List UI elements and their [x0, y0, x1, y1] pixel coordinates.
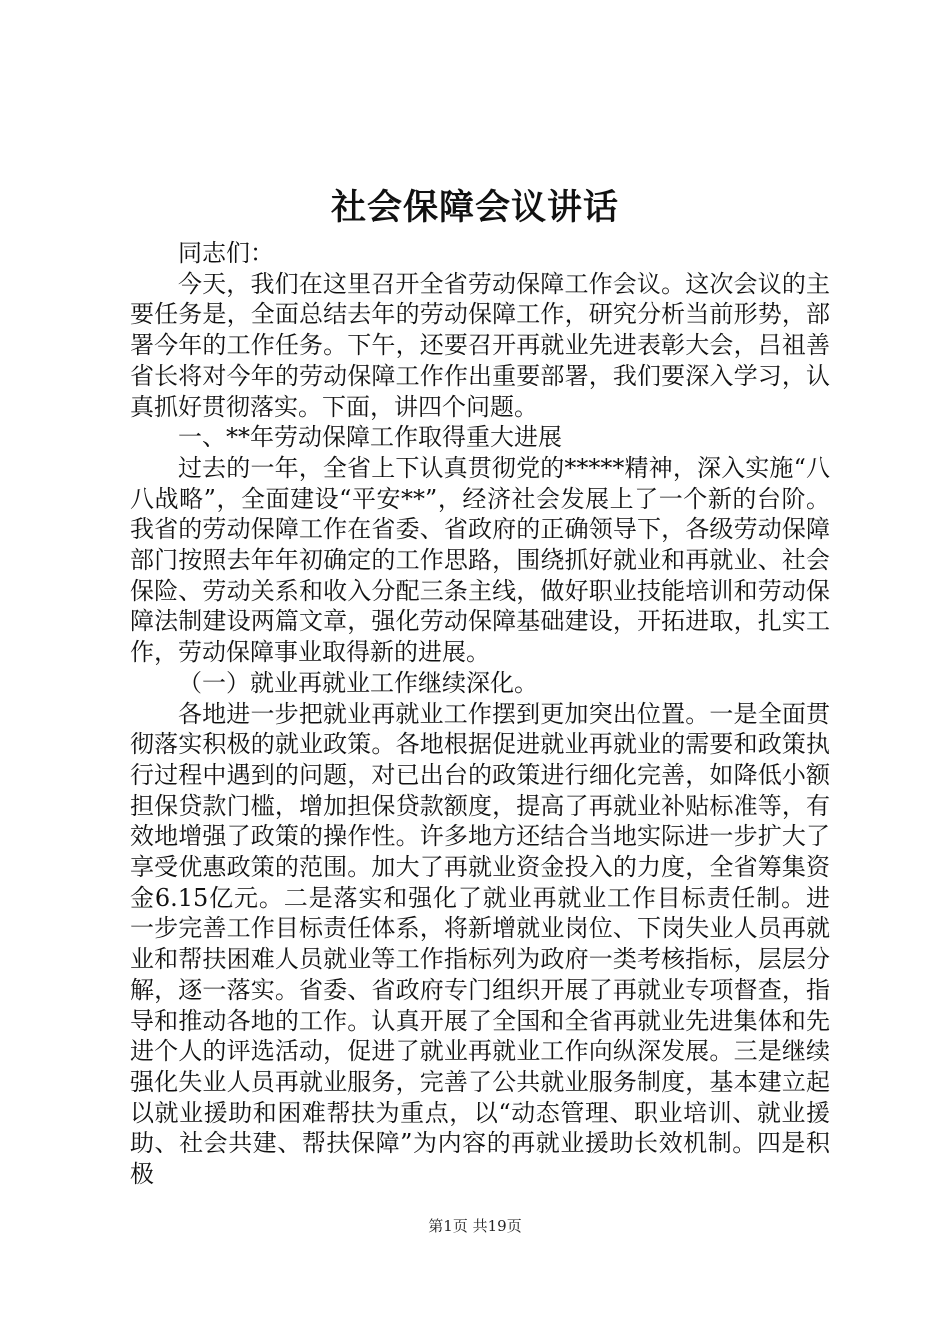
document-body	[130, 238, 830, 1190]
page-footer: 第1页 共19页	[428, 1217, 522, 1235]
body-paragraph: 过去的一年，全省上下认真贯彻党的*****精神，深入实施“八八战略”，全面建设“平安**”，经济社会发展上了一个新的台阶。我省的劳动保障工作在省委、省政府的正确领导下，各级劳动保障部门按照去年年初确定的工作思路，围绕抓好就业和再就业、社会保险、劳动关系和收入分配三条主线，做好职业技能培训和劳动保障法制建设两篇文章，强化劳动保障基础建设，开拓进取，扎实工作，劳动保障事业取得新的进展。	[130, 453, 830, 667]
body-paragraph: 各地进一步把就业再就业工作摆到更加突出位置。一是全面贯彻落实积极的就业政策。各地根据促进就业再就业的需要和政策执行过程中遇到的问题，对已出台的政策进行细化完善，如降低小额担保贷款门槛，增加担保贷款额度，提高了再就业补贴标准等，有效地增强了政策的操作性。许多地方还结合当地实际进一步扩大了享受优惠政策的范围。加大了再就业资金投入的力度，全省筹集资金6.15亿元。二是落实和强化了就业再就业工作目标责任制。进一步完善工作目标责任体系，将新增就业岗位、下岗失业人员再就业和帮扶困难人员就业等工作指标列为政府一类考核指标，层层分解，逐一落实。省委、省政府专门组织开展了再就业专项督查，指导和推动各地的工作。认真开展了全国和全省再就业先进集体和先进个人的评选活动，促进了就业再就业工作向纵深发展。三是继续强化失业人员再就业服务，完善了公共就业服务制度，基本建立起以就业援助和困难帮扶为重点，以“动态管理、职业培训、就业援助、社会共建、帮扶保障”为内容的再就业援助长效机制。四是积极	[130, 699, 830, 1189]
intro-paragraph: 今天，我们在这里召开全省劳动保障工作会议。这次会议的主要任务是，全面总结去年的劳动保障工作，研究分析当前形势，部署今年的工作任务。下午，还要召开再就业先进表彰大会，吕祖善省长将对今年的劳动保障工作作出重要部署，我们要深入学习，认真抓好贯彻落实。下面，讲四个问题。	[130, 269, 830, 421]
document-title: 社会保障会议讲话	[330, 187, 619, 228]
salutation-paragraph: 同志们：	[178, 239, 274, 267]
subsection-heading-1: （一）就业再就业工作继续深化。	[178, 668, 538, 697]
section-heading-1: 一、**年劳动保障工作取得重大进展	[178, 423, 562, 452]
